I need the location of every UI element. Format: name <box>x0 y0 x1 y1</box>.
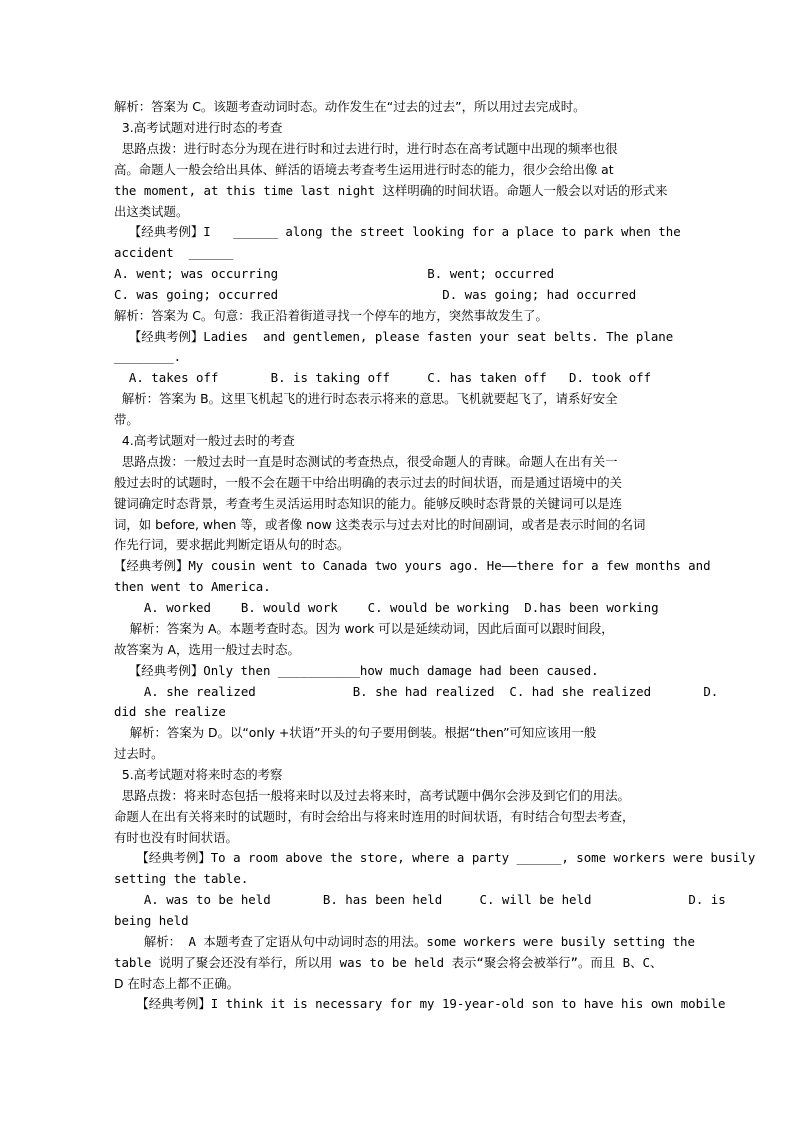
section-heading-5: 5.高考试题对将来时态的考察 <box>114 767 283 782</box>
example-question-4: 【经典考例】Only then ___________how much damage had been caused. <box>114 663 599 678</box>
analysis-line: 解析：答案为 A。本题考查时态。因为 work 可以是延续动词，因此后面可以跟时间段， <box>114 621 614 636</box>
text-line-36: 有时也没有时间状语。 <box>114 830 238 845</box>
analysis-line: 解析： A 本题考查了定语从句中动词时态的用法。some workers were busily setting the <box>114 934 695 949</box>
text-line-32: 过去时。 <box>114 746 164 761</box>
text-line-16: 带。 <box>114 412 139 427</box>
options-line: C. was going; occurred D. was going; had occurred <box>114 287 637 302</box>
text-line-5: the moment, at this time last night 这样明确的时间状语。命题人一般会以对话的形式来 <box>114 183 668 198</box>
analysis-line: 解析：答案为 C。句意：我正沿着街道寻找一个停车的地方，突然事故发生了。 <box>114 308 548 323</box>
example-question-2: 【经典考例】Ladies and gentlemen, please fasten your seat belts. The plane <box>114 329 674 344</box>
text-line-13: ________. <box>114 349 182 364</box>
text-line-34: 思路点拨：将来时态包括一般将来时以及过去将来时，高考试题中偶尔会涉及到它们的用法。 <box>114 788 630 803</box>
text-line-6: 出这类试题。 <box>114 204 189 219</box>
options-line: A. she realized B. she had realized C. had she realized D. <box>114 684 719 699</box>
text-line-35: 命题人在出有关将来时的试题时，有时会给出与将来时连用的时间状语，有时结合句型去考查， <box>114 809 635 824</box>
text-line-20: 键词确定时态背景，考查考生灵活运用时态知识的能力。能够反映时态背景的关键词可以是连 <box>114 496 623 511</box>
text-line-8: accident ______ <box>114 245 234 260</box>
analysis-line: 解析：答案为 D。以“only +状语”开头的句子要用倒装。根据“then”可知应该用一般 <box>114 725 597 740</box>
section-heading-3: 3.高考试题对进行时态的考查 <box>114 120 283 135</box>
options-line: A. takes off B. is taking off C. has taken off D. took off <box>114 370 652 385</box>
options-line: A. worked B. would work C. would be working D.has been working <box>114 600 659 615</box>
text-line-4: 高。命题人一般会给出具体、鲜活的语境去考查考生运用进行时态的能力，很少会给出像 at <box>114 162 614 177</box>
options-line: A. went; was occurring B. went; occurred <box>114 266 555 281</box>
example-question-6: 【经典考例】I think it is necessary for my 19-year-old son to have his own mobile <box>114 996 726 1011</box>
text-line-19: 般过去时的试题时，一般不会在题干中给出明确的表示过去的时间状语，而是通过语境中的关 <box>114 475 623 490</box>
text-line-22: 作先行词，要求据此判断定语从句的时态。 <box>114 537 350 552</box>
example-question-3: 【经典考例】My cousin went to Canada two yours ago. He——there for a few months and <box>114 558 711 573</box>
text-line-18: 思路点拨：一般过去时一直是时态测试的考查热点，很受命题人的青睐。命题人在出有关一 <box>114 454 618 469</box>
text-line-1: 解析：答案为 C。该题考查动词时态。动作发生在“过去的过去”，所以用过去完成时。 <box>114 99 586 114</box>
options-line: A. was to be held B. has been held C. will be held D. is <box>114 892 726 907</box>
text-line-43: D 在时态上都不正确。 <box>114 976 239 991</box>
section-heading-4: 4.高考试题对一般过去时的考查 <box>114 433 295 448</box>
text-line-38: setting the table. <box>114 871 249 886</box>
example-question-1: 【经典考例】I ______ along the street looking for a place to park when the <box>114 224 681 239</box>
text-line-3: 思路点拨：进行时态分为现在进行时和过去进行时，进行时态在高考试题中出现的频率也很 <box>114 141 618 156</box>
analysis-line: 解析：答案为 B。这里飞机起飞的进行时态表示将来的意思。飞机就要起飞了，请系好安全 <box>114 391 618 406</box>
text-line-40: being held <box>114 913 189 928</box>
text-line-30: did she realize <box>114 704 226 719</box>
text-line-24: then went to America. <box>114 579 271 594</box>
text-line-21: 词，如 before, when 等，或者像 now 这类表示与过去对比的时间副词，或者是表示时间的名词 <box>114 517 646 532</box>
example-question-5: 【经典考例】To a room above the store, where a party ______, some workers were busily <box>114 850 756 865</box>
text-line-42: table 说明了聚会还没有举行，所以用 was to be held 表示“聚会将会被举行”。而且 B、C、 <box>114 955 663 970</box>
text-line-27: 故答案为 A，选用一般过去时态。 <box>114 642 300 657</box>
